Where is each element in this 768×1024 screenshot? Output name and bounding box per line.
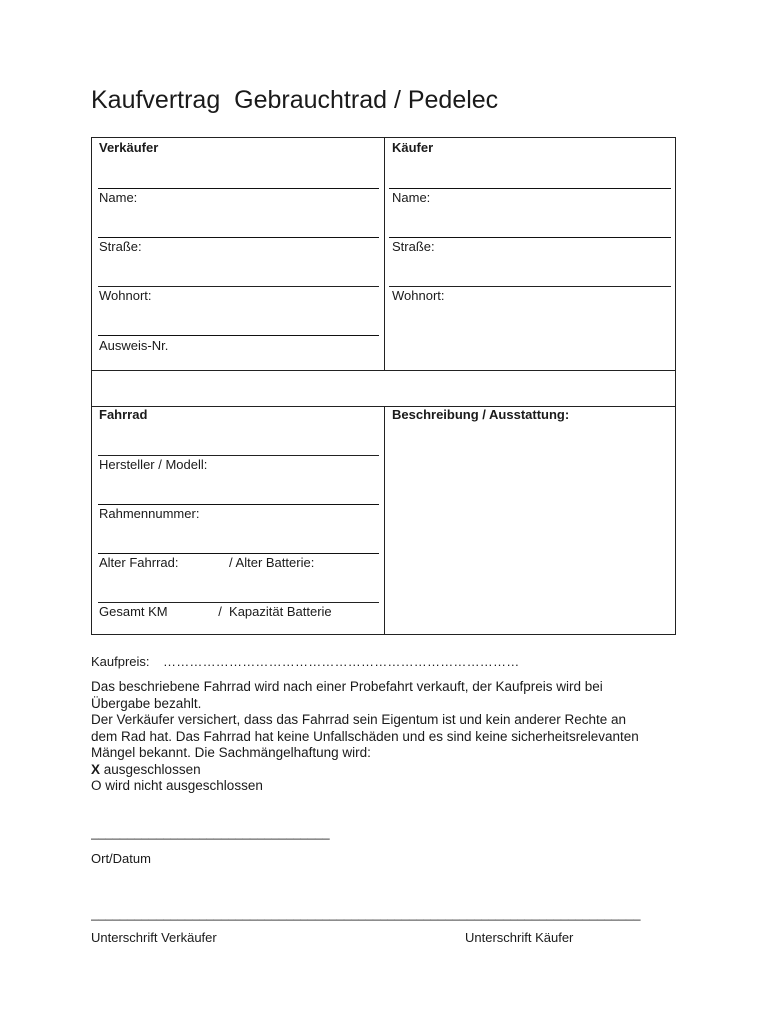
seller-name-label: Name: <box>99 190 138 205</box>
buyer-name-line[interactable] <box>389 188 671 189</box>
option-excluded-mark: X <box>91 761 101 777</box>
description-heading: Beschreibung / Ausstattung: <box>392 407 570 422</box>
bike-frame-label: Rahmennummer: <box>99 506 200 521</box>
seller-street-line[interactable] <box>98 237 379 238</box>
bike-km-line[interactable] <box>98 602 379 603</box>
buyer-name-label: Name: <box>392 190 431 205</box>
option-excluded-text: ausgeschlossen <box>100 761 201 777</box>
seller-city-line[interactable] <box>98 286 379 287</box>
divider-vertical-bottom <box>384 406 385 634</box>
contract-line: Das beschriebene Fahrrad wird nach einer Probefahrt verkauft, der Kaufpreis wird bei <box>91 679 603 694</box>
bike-model-line[interactable] <box>98 455 379 456</box>
seller-signature-label: Unterschrift Verkäufer <box>91 930 217 945</box>
bike-km-label: Gesamt KM / Kapazität Batterie <box>99 604 332 619</box>
contract-table <box>91 137 676 635</box>
buyer-signature-label: Unterschrift Käufer <box>465 930 574 945</box>
seller-city-label: Wohnort: <box>99 288 152 303</box>
bike-heading: Fahrrad <box>99 407 148 422</box>
buyer-city-line[interactable] <box>389 286 671 287</box>
seller-id-line[interactable] <box>98 335 379 336</box>
seller-heading: Verkäufer <box>99 140 159 155</box>
price-label: Kaufpreis: <box>91 654 150 669</box>
contract-line: Übergabe bezahlt. <box>91 695 202 711</box>
seller-street-label: Straße: <box>99 239 142 254</box>
seller-name-line[interactable] <box>98 188 379 189</box>
place-date-label: Ort/Datum <box>91 851 151 866</box>
option-excluded[interactable] <box>91 762 691 779</box>
divider-horizontal <box>92 370 675 371</box>
buyer-street-line[interactable] <box>389 237 671 238</box>
buyer-heading: Käufer <box>392 140 434 155</box>
signature-line[interactable]: ____________________________________________________________________________ <box>91 906 641 921</box>
bike-frame-line[interactable] <box>98 504 379 505</box>
page-title: Kaufvertrag Gebrauchtrad / Pedelec <box>91 86 499 114</box>
buyer-city-label: Wohnort: <box>392 288 445 303</box>
bike-age-label: Alter Fahrrad: / Alter Batterie: <box>99 555 315 570</box>
bike-model-label: Hersteller / Modell: <box>99 457 208 472</box>
contract-text <box>91 679 691 795</box>
divider-vertical-top <box>384 138 385 370</box>
price-field[interactable]: ……………………………………………………………………… <box>163 654 520 669</box>
buyer-street-label: Straße: <box>392 239 435 254</box>
contract-line: Mängel bekannt. Die Sachmängelhaftung wird: <box>91 745 371 760</box>
contract-line: dem Rad hat. Das Fahrrad hat keine Unfallschäden und es sind keine sicherheitsrelevanten <box>91 728 639 744</box>
seller-id-label: Ausweis-Nr. <box>99 338 169 353</box>
contract-line: Der Verkäufer versichert, dass das Fahrrad sein Eigentum ist und kein anderer Rechte an <box>91 712 627 727</box>
place-date-line[interactable]: _________________________________ <box>91 825 330 840</box>
option-not-excluded[interactable]: O wird nicht ausgeschlossen <box>91 778 263 793</box>
bike-age-line[interactable] <box>98 553 379 554</box>
